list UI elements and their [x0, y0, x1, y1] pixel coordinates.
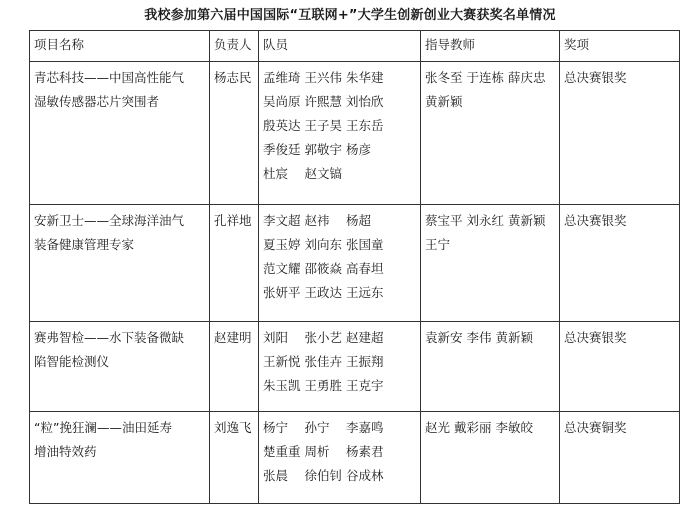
advisors-cell [421, 322, 560, 412]
advisors-cell [421, 412, 560, 504]
team-line: 杜宸 赵文镐 [263, 166, 342, 181]
project-name-cell [30, 205, 210, 322]
header-advisors: 指导教师 [421, 31, 560, 62]
team-cell [259, 322, 421, 412]
team-cell [259, 412, 421, 504]
award-cell: 总决赛银奖 [560, 322, 680, 412]
header-award: 奖项 [560, 31, 680, 62]
advisors-line: 张冬至 于连栋 薛庆忠 [425, 70, 546, 85]
award-cell: 总决赛银奖 [560, 62, 680, 205]
advisors-cell [421, 205, 560, 322]
team-cell [259, 205, 421, 322]
lead-cell: 赵建明 [210, 322, 259, 412]
project-name-line: 赛弗智检——水下装备微缺 [34, 330, 185, 345]
advisors-line: 黄新颖 [425, 94, 463, 109]
team-line: 刘阳 张小艺 赵建超 [263, 330, 384, 345]
project-name-cell [30, 412, 210, 504]
project-name-line: “粒”挽狂澜——油田延寿 [34, 420, 172, 435]
team-line: 吴尚原 许熙慧 刘怡欣 [263, 94, 384, 109]
advisors-line: 袁新安 李伟 黄新颖 [425, 330, 533, 345]
project-name-cell [30, 62, 210, 205]
team-line: 张晨 徐伯钊 谷成林 [263, 468, 384, 483]
page-title: 我校参加第六届中国国际“互联网+”大学生创新创业大赛获奖名单情况 [144, 8, 556, 23]
lead-cell: 杨志民 [210, 62, 259, 205]
advisors-line: 赵光 戴彩丽 李敏皎 [425, 420, 533, 435]
team-cell [259, 62, 421, 205]
project-name-line: 青芯科技——中国高性能气 [34, 70, 185, 85]
header-project: 项目名称 [30, 31, 210, 62]
team-line: 殷英达 王子昊 王东岳 [263, 118, 384, 133]
awards-table [29, 30, 680, 504]
team-line: 范文耀 邵筱焱 高春坦 [263, 261, 384, 276]
team-line: 夏玉婷 刘向东 张国童 [263, 237, 384, 252]
project-name-cell [30, 322, 210, 412]
project-name-line: 增油特效药 [34, 444, 97, 459]
award-cell: 总决赛银奖 [560, 205, 680, 322]
table-row [30, 62, 680, 205]
advisors-cell [421, 62, 560, 205]
project-name-line: 安新卫士——全球海洋油气 [34, 213, 185, 228]
header-team: 队员 [259, 31, 421, 62]
project-name-line: 装备健康管理专家 [34, 237, 135, 252]
team-line: 张妍平 王政达 王远东 [263, 285, 384, 300]
lead-cell: 刘逸飞 [210, 412, 259, 504]
table-row [30, 205, 680, 322]
project-name-line: 陷智能检测仪 [34, 354, 110, 369]
lead-cell: 孔祥地 [210, 205, 259, 322]
team-line: 楚重重 周析 杨素君 [263, 444, 384, 459]
team-line: 杨宁 孙宁 李嘉鸣 [263, 420, 384, 435]
team-line: 王新悦 张佳卉 王振翔 [263, 354, 384, 369]
project-name-line: 湿敏传感器芯片突围者 [34, 94, 160, 109]
table-row [30, 322, 680, 412]
table-row [30, 412, 680, 504]
table-header-row [30, 31, 680, 62]
header-lead: 负责人 [210, 31, 259, 62]
team-line: 李文超 赵祎 杨超 [263, 213, 371, 228]
advisors-line: 蔡宝平 刘永红 黄新颖 [425, 213, 546, 228]
team-line: 朱玉凯 王勇胜 王克宇 [263, 378, 384, 393]
team-line: 孟维琦 王兴伟 朱华建 [263, 70, 384, 85]
award-cell: 总决赛铜奖 [560, 412, 680, 504]
advisors-line: 王宁 [425, 237, 451, 252]
team-line: 季俊廷 郭敬宇 杨彦 [263, 142, 371, 157]
